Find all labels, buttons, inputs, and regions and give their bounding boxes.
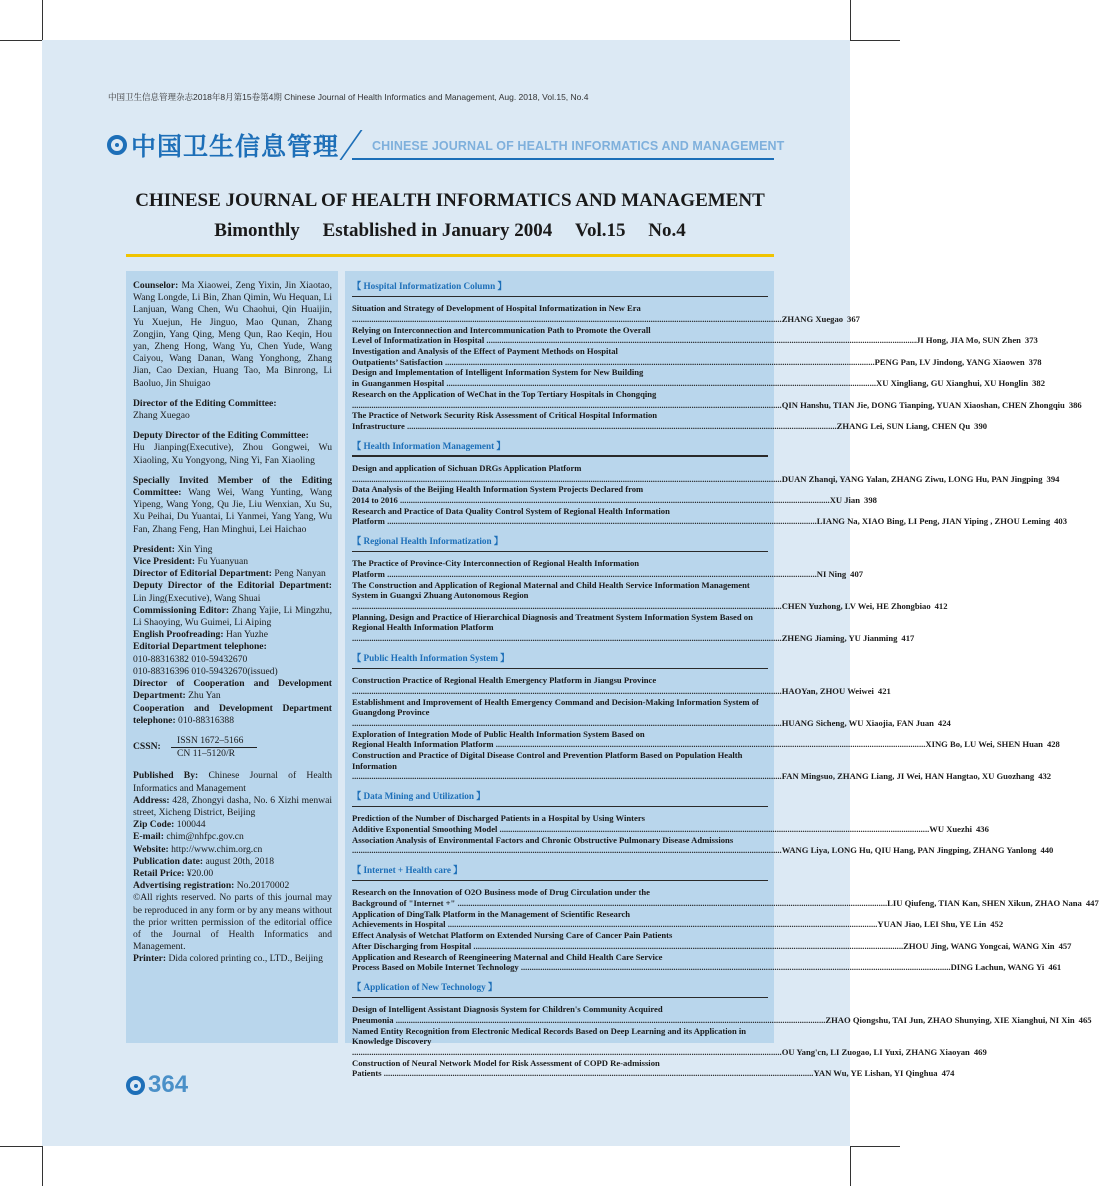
dot-leader: Achievements in Hospital ........................................................................................................................................................................................................: [352, 919, 878, 930]
article-page: 421: [877, 685, 891, 696]
author-row: [352, 771, 1052, 782]
dot-leader: in Guanganmen Hospital ........................................................................................................................................................................................................: [352, 378, 877, 389]
article-page: 428: [1046, 739, 1060, 750]
article-title-end: Platform: [352, 516, 385, 527]
contents-panel: [345, 271, 1099, 1079]
article-authors: OU Yang'cn, LI Zuogao, LI Yuxi, ZHANG Xiaoyan: [781, 1046, 970, 1057]
author-row: [352, 633, 915, 644]
issue-number: No.4: [648, 220, 686, 241]
article-authors: LIANG Na, XIAO Bing, LI Peng, JIAN Yiping , ZHOU Leming: [816, 516, 1051, 527]
dot-leader: ........................................................................................................................................................................................................: [352, 845, 782, 856]
article-page: 424: [937, 717, 951, 728]
author-row: [352, 1046, 987, 1058]
president-line: President: Xin Ying: [133, 543, 213, 555]
crop-mark: [850, 0, 851, 40]
footer-logo-icon: [126, 1076, 145, 1095]
toc-entry: [352, 813, 989, 835]
article-page: 465: [1078, 1014, 1092, 1025]
dot-leader: ........................................................................................................................................................................................................: [352, 473, 782, 484]
article-authors: HUANG Sicheng, WU Xiaojia, FAN Juan: [781, 717, 934, 728]
vice-president-line: Vice President: Fu Yuanyuan: [133, 556, 249, 568]
article-page: 373: [1024, 335, 1038, 346]
article-page: 436: [975, 824, 989, 835]
author-row: [352, 845, 1054, 856]
article-title: Exploration of Integration Mode of Public Health Information System Based on: [352, 728, 645, 739]
established: Established in January 2004: [322, 220, 553, 241]
article-title: The Practice of Province-City Interconnection of Regional Health Information: [352, 558, 640, 569]
crop-mark: [0, 40, 42, 41]
section-rule: [352, 668, 768, 670]
journal-subtitle: [0, 220, 900, 242]
dot-leader: ........................................................................................................................................................................................................: [352, 399, 782, 410]
article-authors: DUAN Zhanqi, YANG Yalan, ZHANG Ziwu, LONG Hu, PAN Jingping: [781, 473, 1043, 484]
dot-leader: ........................................................................................................................................................................................................: [352, 771, 782, 782]
article-page: 432: [1038, 771, 1052, 782]
article-authors: ZHAO Qiongshu, TAI Jun, ZHAO Shunying, XIE Xianghui, NI Xin: [825, 1014, 1075, 1025]
toc-entry: [352, 505, 1068, 527]
section-heading: 【 Hospital Informatization Column 】: [352, 281, 507, 291]
section-rule: [352, 880, 768, 882]
article-page: 378: [1028, 356, 1042, 367]
toc-entry: [352, 908, 1004, 930]
article-title: Planning, Design and Practice of Hierarchical Diagnosis and Treatment System Information System Based on Regional Health Information Platform: [352, 611, 753, 633]
section-heading: 【 Health Information Management 】: [352, 440, 506, 451]
article-title: Association Analysis of Environmental Factors and Chronic Obstructive Pulmonary Disease Admissions: [352, 834, 734, 845]
author-row: [352, 420, 988, 432]
section-rule: [352, 455, 768, 457]
article-page: 390: [974, 420, 988, 431]
toc-entry: [352, 675, 891, 696]
section-heading: 【 Internet + Health care 】: [352, 865, 463, 876]
author-row: [352, 568, 864, 580]
journal-logo: [107, 127, 339, 163]
article-page: 452: [990, 919, 1004, 930]
article-page: 412: [934, 601, 948, 612]
toc-entry: [352, 579, 948, 612]
article-title: Investigation and Analysis of the Effect of Payment Methods on Hospital: [352, 346, 618, 357]
journal-title: CHINESE JOURNAL OF HEALTH INFORMATICS AND MANAGEMENT: [135, 190, 765, 211]
editorial-deputy-line: Deputy Director of the Editorial Department: Lin Jing(Executive), Wang Shuai: [133, 580, 332, 604]
article-title: Effect Analysis of Wetchat Platform on Extended Nursing Care of Cancer Pain Patients: [352, 930, 673, 941]
toc-entry: [352, 484, 877, 505]
issn: ISSN 1672–5166: [171, 735, 257, 748]
section-heading: 【 Regional Health Informatization 】: [352, 536, 504, 547]
crop-mark: [42, 1146, 43, 1186]
dot-leader: Level of Informatization in Hospital ........................................................................................................................................................................................................: [352, 335, 917, 346]
article-authors: ZHENG Jiaming, YU Jianming: [781, 633, 898, 644]
article-page: 403: [1054, 516, 1068, 527]
article-authors: HAOYan, ZHOU Weiwei: [781, 685, 874, 696]
volume: Vol.15: [574, 220, 626, 241]
article-title: Research on the Innovation of O2O Business mode of Drug Circulation under the: [352, 887, 650, 898]
author-row: [352, 739, 1060, 750]
author-row: [352, 313, 860, 325]
article-authors: DING Lachun, WANG Yi: [950, 962, 1045, 973]
article-authors: WANG Liya, LONG Hu, QIU Hang, PAN Jingping, ZHANG Yanlong: [781, 845, 1037, 856]
article-page: 367: [847, 313, 860, 324]
article-authors: XING Bo, LU Wei, SHEN Huan: [925, 739, 1043, 750]
dot-leader: Regional Health Information Platform ........................................................................................................................................................................................................: [352, 739, 926, 750]
running-head: 中国卫生信息管理杂志2018年8月第15卷第4期 Chinese Journal of Health Informatics and Management, Aug. 2018, Vol.15, No.4: [108, 92, 589, 102]
dot-leader: Outpatients’ Satisfaction ........................................................................................................................................................................................................: [352, 356, 875, 367]
toc-entry: [352, 367, 1046, 389]
footer: [126, 1071, 188, 1099]
article-title-end: After Discharging from Hospital: [352, 940, 472, 951]
author-row: [352, 494, 877, 506]
article-authors: ZHOU Jing, WANG Yongcai, WANG Xin: [903, 940, 1055, 951]
article-title: Design of Intelligent Assistant Diagnosis System for Children's Community Acquired: [352, 1004, 663, 1015]
toc-entry: [352, 1025, 987, 1058]
article-authors: YUAN Jiao, LEI Shu, YE Lin: [877, 919, 987, 930]
author-row: [352, 473, 1060, 485]
telephone-block: Editorial Department telephone: 010-88316382 010-59432670 010-88316396 010-59432670(issued): [133, 641, 278, 677]
article-authors: QIN Hanshu, TIAN Jie, DONG Tianping, YUAN Xiaoshan, CHEN Zhongqiu: [781, 399, 1065, 410]
article-page: 474: [941, 1068, 955, 1079]
dot-leader: Process Based on Mobile Internet Technology ........................................................................................................................................................................................................: [352, 962, 951, 973]
article-page: 407: [850, 568, 864, 579]
author-row: [352, 962, 1062, 973]
article-authors: WU Xuezhi: [929, 824, 972, 835]
article-authors: XU Xingliang, GU Xianghui, XU Honglin: [876, 378, 1029, 389]
email-line: E-mail: chim@nhfpc.gov.cn: [133, 831, 244, 843]
dot-leader: Pneumonia ........................................................................................................................................................................................................: [352, 1014, 826, 1025]
article-page: 398: [864, 494, 877, 505]
cooperation-telephone-line: Cooperation and Development Department telephone: 010-88316388: [133, 702, 332, 726]
article-page: 447: [1085, 898, 1099, 909]
cooperation-director-line: Director of Cooperation and Development Department: Zhu Yan: [133, 678, 332, 702]
toc-entry: [352, 611, 915, 644]
article-page: 382: [1032, 378, 1046, 389]
advertising-line: Advertising registration: No.20170002: [133, 880, 290, 892]
cn-number: CN 11–5120/R: [177, 748, 236, 760]
zip-line: Zip Code: 100044: [133, 819, 206, 831]
toc-entry: [352, 1057, 955, 1079]
article-title: Construction and Practice of Digital Disease Control and Prevention Platform Based on Population Health Information: [352, 750, 743, 771]
dot-leader: ........................................................................................................................................................................................................: [352, 633, 782, 644]
toc-entry: [352, 324, 1038, 346]
article-title-end: Process Based on Mobile Internet Technology: [352, 962, 519, 973]
dot-leader: Platform ........................................................................................................................................................................................................: [352, 568, 817, 579]
toc-entry: [352, 750, 1052, 782]
article-title-end: Platform: [352, 568, 385, 579]
article-authors: JI Hong, JIA Mo, SUN Zhen: [916, 335, 1021, 346]
article-authors: YAN Wu, YE Lishan, YI Qinghua: [813, 1068, 938, 1079]
dot-leader: Patients ........................................................................................................................................................................................................: [352, 1068, 814, 1079]
author-row: [352, 335, 1038, 346]
toc-entry: [352, 834, 1054, 856]
crop-mark: [850, 1146, 900, 1147]
dot-leader: ........................................................................................................................................................................................................: [352, 717, 782, 728]
article-title: Research and Practice of Data Quality Control System of Regional Health Information: [352, 505, 670, 516]
article-page: 469: [973, 1046, 987, 1057]
printer-line: Printer: Dida colored printing co., LTD., Beijing: [133, 953, 323, 965]
article-title: Construction Practice of Regional Health Emergency Platform in Jiangsu Province: [352, 675, 657, 686]
toc-entry: [352, 410, 988, 431]
commissioning-editor-line: Commissioning Editor: Zhang Yajie, Li Mingzhu, Li Shaoying, Wu Guimei, Li Aiping: [133, 604, 332, 629]
article-title: Relying on Interconnection and Intercommunication Path to Promote the Overall: [352, 324, 651, 335]
article-title-end: Achievements in Hospital: [352, 919, 446, 930]
author-row: [352, 919, 1004, 930]
article-title-end: Additive Exponential Smoothing Model: [352, 824, 498, 835]
article-title: The Practice of Network Security Risk Assessment of Critical Hospital Information: [352, 410, 658, 421]
article-title-end: Level of Informatization in Hospital: [352, 335, 485, 346]
article-authors: ZHANG Lei, SUN Liang, CHEN Qu: [836, 420, 971, 431]
article-title: Application of DingTalk Platform in the Management of Scientific Research: [352, 908, 631, 919]
author-row: [352, 356, 1042, 368]
article-title: Design and application of Sichuan DRGs Application Platform: [352, 462, 582, 473]
author-row: [352, 685, 891, 697]
publication-date-line: Publication date: august 20th, 2018: [133, 855, 274, 867]
logo-english-title: CHINESE JOURNAL OF HEALTH INFORMATICS AND MANAGEMENT: [372, 139, 785, 153]
author-row: [352, 940, 1072, 952]
author-row: [352, 717, 951, 729]
gold-divider: [126, 254, 774, 257]
logo-rule: [352, 158, 774, 160]
article-title-end: in Guanganmen Hospital: [352, 378, 445, 389]
crop-mark: [42, 0, 43, 40]
toc-entry: [352, 558, 864, 579]
author-row: [352, 399, 1082, 411]
section-rule: [352, 806, 768, 808]
toc-entry: [352, 346, 1042, 367]
toc-entry: [352, 462, 1060, 484]
article-page: 440: [1040, 845, 1054, 856]
counselor-block: Counselor: Ma Xiaowei, Zeng Yixin, Jin Xiaotao, Wang Longde, Li Bin, Zhan Qimin, Wu Hequan, Li Lanjuan, Wang Chen, Wu Chaohui, Qin Huaijin, Yu Xuejun, He Jinguo, Mao Qunan, Zhang Zongjin, Yang Qing, Meng Qun, Rao Keqin, Hou yan, Zheng Hong, Wang Yu, Chen Yude, Wang Caiyou, Wang Danan, Wang Yonghong, Zhang Jian, Cao Dexian, Huang Tao, Ma Binrong, Li Baoluo, Jin Shuigao: [133, 280, 332, 389]
invited-block: Specially Invited Member of the Editing Committee: Wang Wei, Wang Yunting, Wang Yipeng, Wang Yong, Qu Jie, Liu Wenxian, Xu Su, Xu Peihai, Du Yuantai, Li Yanmei, Yang Yang, Wu Fan, Zhang Feng, Han Minghui, Lei Haichao: [133, 474, 332, 535]
author-row: [352, 824, 989, 835]
proofreading-line: English Proofreading: Han Yuzhe: [133, 629, 268, 641]
cssn-block: CSSN: ISSN 1672–5166 CN 11–5120/R: [133, 735, 332, 760]
article-title-end: Infrastructure: [352, 420, 405, 431]
article-authors: ZHANG Xuegao: [781, 313, 844, 324]
article-title: Data Analysis of the Beijing Health Information System Projects Declared from: [352, 484, 644, 495]
rights-notice: ©All rights reserved. No parts of this journal may be reproduced in any form or by any means without the prior written permission of the editorial office of the Journal of Health Informatics and Management.: [133, 892, 333, 953]
article-title-end: Patients: [352, 1068, 382, 1079]
toc-entry: [352, 951, 1062, 973]
author-row: [352, 898, 1099, 909]
article-page: 386: [1068, 399, 1082, 410]
article-title: Situation and Strategy of Development of Hospital Informatization in New Era: [352, 303, 641, 314]
article-authors: XU Jian: [829, 494, 861, 505]
article-page: 417: [901, 633, 915, 644]
author-row: [352, 601, 948, 612]
author-row: [352, 516, 1068, 527]
section-heading: 【 Application of New Technology 】: [352, 981, 498, 992]
article-title-end: Pneumonia: [352, 1014, 394, 1025]
article-page: 461: [1048, 962, 1062, 973]
article-title: Construction of Neural Network Model for Risk Assessment of COPD Re-admission: [352, 1057, 660, 1068]
article-title: Establishment and Improvement of Health Emergency Command and Decision-Making Information System of Guangdong Province: [352, 696, 759, 718]
author-row: [352, 1068, 955, 1079]
crop-mark: [0, 1146, 42, 1147]
article-authors: CHEN Yuzhong, LV Wei, HE Zhongbiao: [781, 601, 931, 612]
dot-leader: Infrastructure ........................................................................................................................................................................................................: [352, 420, 837, 431]
section-rule: [352, 551, 768, 553]
article-page: 394: [1046, 473, 1060, 484]
article-title: Application and Research of Reengineering Maternal and Child Health Care Service: [352, 951, 663, 962]
logo-chinese-title: 中国卫生信息管理: [131, 132, 340, 161]
dot-leader: After Discharging from Hospital ........................................................................................................................................................................................................: [352, 940, 904, 951]
dot-leader: ........................................................................................................................................................................................................: [352, 313, 782, 324]
director-block: Director of the Editing Committee: Zhang Xuegao: [133, 397, 277, 422]
toc-entry: [352, 930, 1072, 951]
crop-mark: [850, 1146, 851, 1186]
toc-entry: [352, 887, 1099, 909]
toc-entry: [352, 303, 860, 324]
deputy-block: Deputy Director of the Editing Committee: Hu Jianping(Executive), Zhou Gongwei, Wu Xiaoling, Xu Yongyong, Ning Yi, Fan Xiaoling: [133, 430, 332, 466]
article-title-end: Background of "Internet +": [352, 898, 456, 909]
article-authors: FAN Mingsuo, ZHANG Liang, JI Wei, HAN Hangtao, XU Guozhang: [781, 771, 1035, 782]
page-number: 364: [148, 1071, 189, 1098]
editorial-director-line: Director of Editorial Department: Peng Nanyan: [133, 568, 326, 580]
article-title-end: Regional Health Information Platform: [352, 739, 494, 750]
section-rule: [352, 997, 768, 999]
author-row: [352, 378, 1046, 389]
dot-leader: 2014 to 2016 ........................................................................................................................................................................................................: [352, 494, 830, 505]
masthead-panel: [126, 271, 338, 1043]
article-authors: PENG Pan, LV Jindong, YANG Xiaowen: [874, 356, 1025, 367]
publisher-line: Published By: Chinese Journal of Health Informatics and Management: [133, 770, 332, 794]
article-title: Prediction of the Number of Discharged Patients in a Hospital by Using Winters: [352, 813, 645, 824]
toc-entry: [352, 388, 1082, 410]
article-title-end: Outpatients’ Satisfaction: [352, 356, 443, 367]
dot-leader: ........................................................................................................................................................................................................: [352, 601, 782, 612]
price-line: Retail Price: ¥20.00: [133, 867, 214, 879]
article-authors: LIU Qiufeng, TIAN Kan, SHEN Xikun, ZHAO Nana: [887, 898, 1082, 909]
article-title: Design and Implementation of Intelligent Information System for New Building: [352, 367, 644, 378]
toc-entry: [352, 1004, 1092, 1025]
author-row: [352, 1014, 1092, 1026]
article-authors: NI Ning: [816, 568, 847, 579]
article-title-end: 2014 to 2016: [352, 494, 398, 505]
logo-mark-icon: [107, 135, 127, 155]
dot-leader: Platform ........................................................................................................................................................................................................: [352, 516, 817, 527]
frequency: Bimonthly: [214, 220, 300, 241]
address-line: Address: 428, Zhongyi dasha, No. 6 Xizhi menwai street, Xicheng District, Beijing: [133, 794, 332, 818]
dot-leader: ........................................................................................................................................................................................................: [352, 1046, 782, 1057]
dot-leader: Background of "Internet +" ........................................................................................................................................................................................................: [352, 898, 888, 909]
section-heading: 【 Public Health Information System 】: [352, 652, 510, 663]
crop-mark: [850, 40, 900, 41]
article-page: 457: [1058, 940, 1072, 951]
website-line: Website: http://www.chim.org.cn: [133, 843, 263, 855]
article-title: The Construction and Application of Regional Maternal and Child Health Service Information Management System in Guangxi Zhuang Autonomous Region: [352, 579, 750, 601]
dot-leader: Additive Exponential Smoothing Model ........................................................................................................................................................................................................: [352, 824, 930, 835]
section-heading: 【 Data Mining and Utilization 】: [352, 791, 486, 802]
article-title: Research on the Application of WeChat in the Top Tertiary Hospitals in Chongqing: [352, 388, 657, 399]
toc-entry: [352, 728, 1060, 750]
toc-entry: [352, 696, 951, 729]
section-rule: [352, 296, 768, 298]
article-title: Named Entity Recognition from Electronic Medical Records Based on Deep Learning and its Application in Knowledge Discovery: [352, 1025, 747, 1047]
dot-leader: ........................................................................................................................................................................................................: [352, 685, 782, 696]
